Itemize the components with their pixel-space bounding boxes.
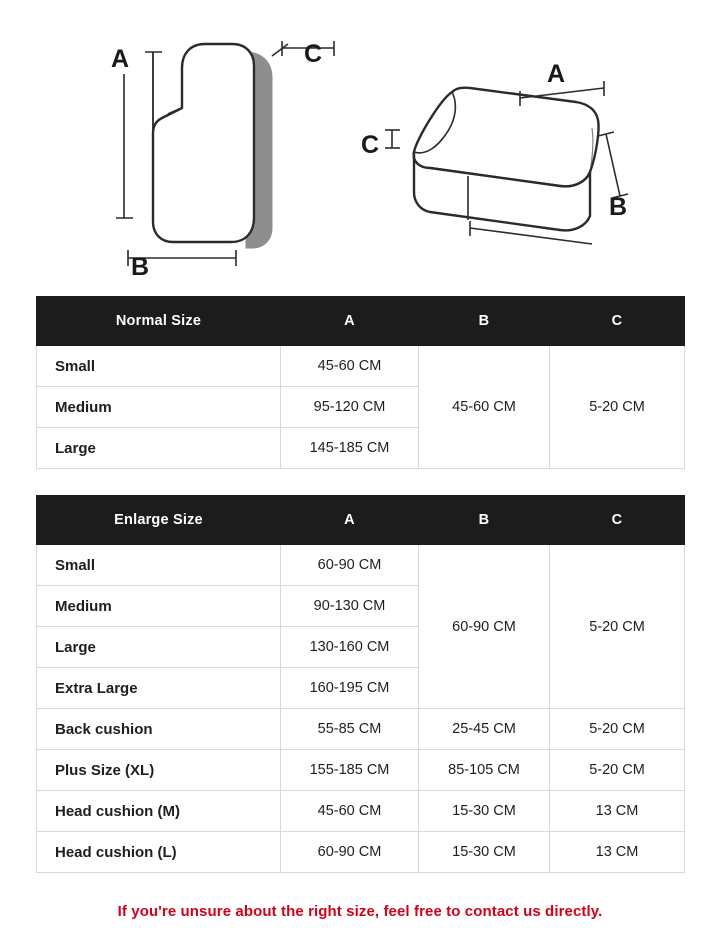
row-label: Head cushion (L) <box>37 832 281 873</box>
left-figure-label-c: C <box>303 40 323 68</box>
table-row <box>37 545 685 586</box>
header-normal-size: Normal Size <box>37 297 281 346</box>
cell-a: 130-160 CM <box>281 627 419 668</box>
right-figure-label-b: B <box>608 193 628 221</box>
header-c: C <box>550 297 685 346</box>
table-row <box>37 791 685 832</box>
cell-b: 25-45 CM <box>419 709 550 750</box>
table-row <box>37 709 685 750</box>
cell-a: 160-195 CM <box>281 668 419 709</box>
cell-a: 155-185 CM <box>281 750 419 791</box>
table-spacer <box>0 469 720 495</box>
header-a: A <box>281 297 419 346</box>
row-label: Head cushion (M) <box>37 791 281 832</box>
row-label: Plus Size (XL) <box>37 750 281 791</box>
cell-c: 5-20 CM <box>550 750 685 791</box>
row-label: Small <box>37 545 281 586</box>
normal-size-table-wrap <box>36 296 684 469</box>
cell-c: 13 CM <box>550 832 685 873</box>
table-header-row <box>37 297 685 346</box>
header-enlarge-size: Enlarge Size <box>37 496 281 545</box>
row-label: Large <box>37 627 281 668</box>
header-a: A <box>281 496 419 545</box>
row-label: Medium <box>37 387 281 428</box>
cell-a: 45-60 CM <box>281 791 419 832</box>
right-figure-label-a: A <box>546 60 566 88</box>
cell-a: 55-85 CM <box>281 709 419 750</box>
table-row <box>37 346 685 387</box>
cell-c: 5-20 CM <box>550 346 685 469</box>
table-header-row <box>37 496 685 545</box>
row-label: Small <box>37 346 281 387</box>
enlarge-size-table <box>36 495 685 873</box>
enlarge-size-table-wrap <box>36 495 684 873</box>
cell-c: 13 CM <box>550 791 685 832</box>
cell-a: 90-130 CM <box>281 586 419 627</box>
cell-a: 60-90 CM <box>281 832 419 873</box>
right-figure-label-c: C <box>360 131 380 159</box>
seat-cushion-perspective-view <box>361 60 628 254</box>
cell-b: 60-90 CM <box>419 545 550 709</box>
row-label: Medium <box>37 586 281 627</box>
row-label: Back cushion <box>37 709 281 750</box>
cell-a: 95-120 CM <box>281 387 419 428</box>
row-label: Extra Large <box>37 668 281 709</box>
cell-b: 45-60 CM <box>419 346 550 469</box>
table-row <box>37 750 685 791</box>
left-figure-label-b: B <box>130 253 150 281</box>
cell-c: 5-20 CM <box>550 545 685 709</box>
left-figure-label-a: A <box>110 45 130 73</box>
table-row <box>37 832 685 873</box>
back-cushion-side-view <box>111 40 334 281</box>
cell-b: 15-30 CM <box>419 832 550 873</box>
dimension-diagrams <box>0 0 720 296</box>
cell-b: 85-105 CM <box>419 750 550 791</box>
normal-size-table <box>36 296 685 469</box>
header-b: B <box>419 496 550 545</box>
cell-a: 60-90 CM <box>281 545 419 586</box>
row-label: Large <box>37 428 281 469</box>
cell-c: 5-20 CM <box>550 709 685 750</box>
cell-a: 45-60 CM <box>281 346 419 387</box>
cell-a: 145-185 CM <box>281 428 419 469</box>
cell-b: 15-30 CM <box>419 791 550 832</box>
header-b: B <box>419 297 550 346</box>
header-c: C <box>550 496 685 545</box>
contact-note: If you're unsure about the right size, feel free to contact us directly. <box>117 903 603 920</box>
